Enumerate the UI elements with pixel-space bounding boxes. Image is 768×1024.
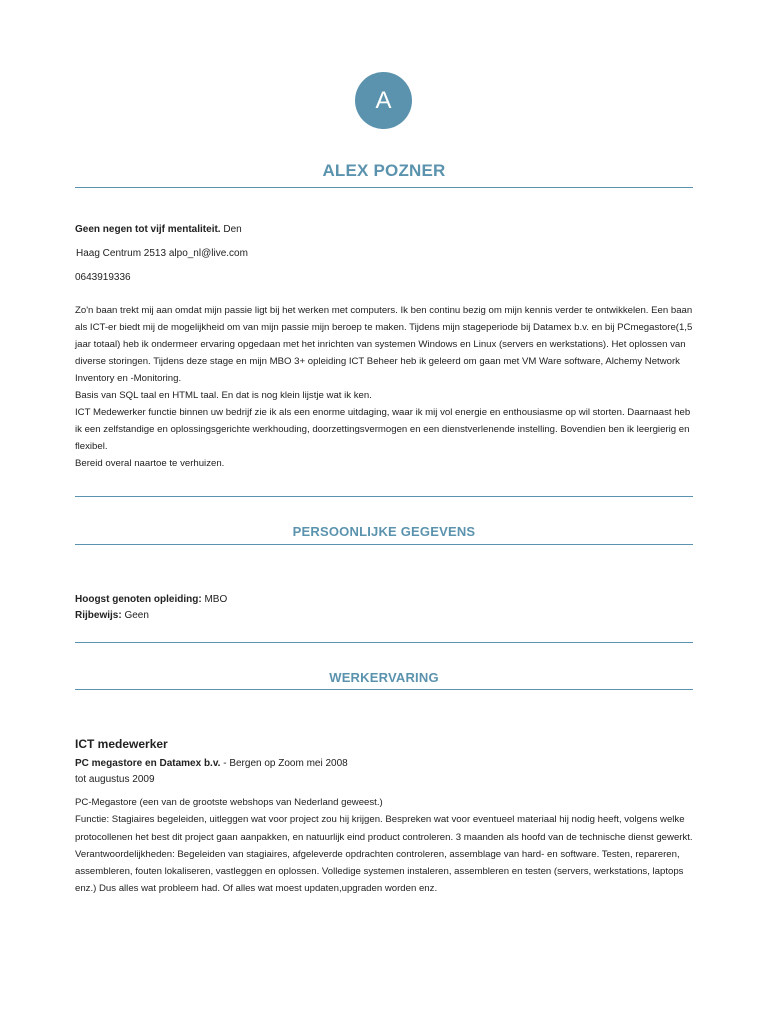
profile-text — [75, 302, 695, 472]
tagline-rest: Den — [223, 224, 242, 235]
tagline: Geen negen tot vijf mentaliteit. — [75, 224, 221, 235]
contact-address-line — [76, 247, 248, 261]
company-line — [75, 757, 348, 771]
avatar-initial: A — [375, 86, 392, 114]
experience-paragraph: Verantwoordelijkheden: Begeleiden van stagiaires, afgeleverde opdrachten controleren, assemblage van hard- en software. Testen, repareren, assembleren, fouten lokaliseren, vastleggen en oplossen. Volledige systemen instaleren, assembleren en testen (servers, werkstations, laptops enz.) Dus alles wat probleem had. Of alles wat moest updaten,upgraden worden enz. — [75, 848, 684, 895]
experience-paragraph: PC-Megastore (een van de grootste webshops van Nederland geweest.) — [75, 797, 383, 808]
divider — [75, 544, 693, 545]
job-title: ICT medewerker — [75, 737, 168, 751]
company: PC megastore en Datamex b.v. — [75, 758, 221, 769]
divider — [75, 689, 693, 690]
education-line — [75, 593, 227, 607]
contact-tagline-line — [75, 223, 242, 237]
divider — [75, 642, 693, 643]
profile-paragraph: Bereid overal naartoe te verhuizen. — [75, 458, 225, 469]
education-label: Hoogst genoten opleiding: — [75, 594, 202, 605]
profile-paragraph: Zo'n baan trekt mij aan omdat mijn passie ligt bij het werken met computers. Ik ben continu bezig om mijn kennis verder te ontwikkelen. Een baan als ICT-er biedt mij de mogelijkheid om van mijn passie mijn beroep te maken. Tijdens mijn stageperiode bij Datamex b.v. en bij PCmegastore(1,5 jaar totaal) heb ik ondermeer ervaring opgedaan met het inrichten van systemen Windows en Linux (servers en werkstations). Het oplossen van diverse storingen. Tijdens deze stage en mijn MBO 3+ opleiding ICT Beheer heb ik geleerd om gaan met VM Ware software, Alchemy Network Inventory en -Monitoring. — [75, 305, 693, 384]
divider — [75, 496, 693, 497]
license-value: Geen — [124, 610, 149, 621]
email: alpo_nl@live.com — [168, 248, 248, 259]
license-label: Rijbewijs: — [75, 610, 122, 621]
profile-paragraph: ICT Medewerker functie binnen uw bedrijf zie ik als een enorme uitdaging, waar ik mij vol energie en enthousiasme op wil storten. Daarnaast heb ik een zelfstandige en oplossingsgerichte werkhouding, doorzettingsvermogen en een dienstverlenende instelling. Bovendien ben ik leergierig en flexibel. — [75, 407, 691, 452]
avatar — [355, 72, 412, 129]
section-title-personal: PERSOONLIJKE GEGEVENS — [292, 524, 476, 539]
candidate-name: ALEX POZNER — [322, 161, 446, 180]
profile-paragraph: Basis van SQL taal en HTML taal. En dat is nog klein lijstje wat ik ken. — [75, 390, 372, 401]
experience-paragraph: Functie: Stagiaires begeleiden, uitleggen wat voor project zou hij krijgen. Bespreken wat voor eventueel materiaal hij nodig heeft, volgens welke protocollenen het best dit project gaan aanpakken, en natuurlijk eind product controleren. 3 maanden als hoofd van de technische dienst gewerkt. — [75, 814, 693, 843]
dates-end: tot augustus 2009 — [75, 774, 155, 785]
license-line — [75, 609, 149, 623]
location-dates: - Bergen op Zoom mei 2008 — [223, 758, 348, 769]
section-title-experience: WERKERVARING — [329, 670, 439, 685]
phone: 0643919336 — [75, 272, 131, 283]
divider — [75, 187, 693, 188]
experience-text — [75, 794, 695, 898]
address: Haag Centrum 2513 — [76, 248, 167, 259]
education-value: MBO — [204, 594, 228, 605]
